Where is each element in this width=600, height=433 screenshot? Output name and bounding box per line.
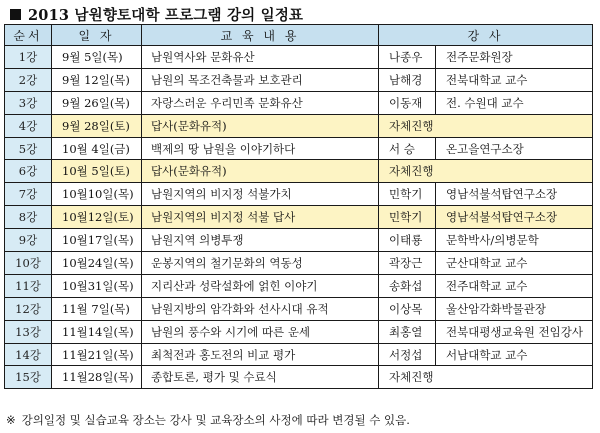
cell-date: 11월21일(목): [52, 343, 142, 366]
cell-topic: 남원지역의 비지정 석불가치: [142, 183, 379, 206]
cell-lecturer: 민학기: [379, 183, 436, 206]
cell-affiliation: 울산암각화박물관장: [436, 297, 593, 320]
cell-no: 6강: [5, 160, 52, 183]
cell-topic: 남원지역 의병투쟁: [142, 229, 379, 252]
cell-no: 13강: [5, 320, 52, 343]
cell-lecturer: 자체진행: [379, 366, 593, 389]
cell-topic: 백제의 땅 남원을 이야기하다: [142, 137, 379, 160]
title-row: [4, 4, 303, 24]
cell-date: 10월17일(목): [52, 229, 142, 252]
cell-topic: 남원지방의 암각화와 선사시대 유적: [142, 297, 379, 320]
cell-lecturer: 이태룡: [379, 229, 436, 252]
cell-date: 11월14일(목): [52, 320, 142, 343]
cell-date: 9월 26일(목): [52, 91, 142, 114]
table-row: [5, 137, 593, 160]
cell-affiliation: 군산대학교 교수: [436, 252, 593, 275]
table-row: [5, 320, 593, 343]
table-row: [5, 114, 593, 137]
header-date: 일 자: [52, 25, 142, 46]
cell-topic: 남원지역의 비지정 석불 답사: [142, 206, 379, 229]
footnote-text: 강의일정 및 실습교육 장소는 강사 및 교육장소의 사정에 따라 변경될 수 있음.: [21, 413, 410, 427]
cell-topic: 답사(문화유적): [142, 160, 379, 183]
table-row: [5, 206, 593, 229]
cell-date: 10월 4일(금): [52, 137, 142, 160]
cell-no: 12강: [5, 297, 52, 320]
cell-topic: 남원의 목조건축물과 보호관리: [142, 68, 379, 91]
cell-no: 14강: [5, 343, 52, 366]
cell-topic: 지리산과 성락설화에 얽힌 이야기: [142, 274, 379, 297]
footnote: [6, 412, 410, 428]
cell-no: 7강: [5, 183, 52, 206]
cell-topic: 자랑스러운 우리민족 문화유산: [142, 91, 379, 114]
cell-no: 8강: [5, 206, 52, 229]
cell-lecturer: 곽장근: [379, 252, 436, 275]
cell-topic: 최척전과 홍도전의 비교 평가: [142, 343, 379, 366]
cell-lecturer: 서 승: [379, 137, 436, 160]
cell-date: 10월10일(목): [52, 183, 142, 206]
cell-affiliation: 전주대학교 교수: [436, 274, 593, 297]
cell-lecturer: 나종우: [379, 46, 436, 69]
cell-no: 10강: [5, 252, 52, 275]
cell-no: 2강: [5, 68, 52, 91]
cell-topic: 종합토론, 평가 및 수료식: [142, 366, 379, 389]
cell-topic: 남원역사와 문화유산: [142, 46, 379, 69]
cell-affiliation: 전. 수원대 교수: [436, 91, 593, 114]
cell-date: 10월24일(목): [52, 252, 142, 275]
table-row: [5, 68, 593, 91]
cell-lecturer: 서정섭: [379, 343, 436, 366]
cell-date: 10월31일(목): [52, 274, 142, 297]
cell-no: 4강: [5, 114, 52, 137]
cell-affiliation: 전북대학교 교수: [436, 68, 593, 91]
cell-lecturer: 남해경: [379, 68, 436, 91]
cell-topic: 운봉지역의 철기문화의 역동성: [142, 252, 379, 275]
cell-no: 5강: [5, 137, 52, 160]
table-row: [5, 229, 593, 252]
table-row: [5, 343, 593, 366]
cell-date: 9월 5일(목): [52, 46, 142, 69]
reference-mark-icon: ※: [6, 413, 16, 427]
cell-lecturer: 민학기: [379, 206, 436, 229]
cell-no: 3강: [5, 91, 52, 114]
header-topic: 교 육 내 용: [142, 25, 379, 46]
cell-affiliation: 전주문화원장: [436, 46, 593, 69]
cell-lecturer: 최홍열: [379, 320, 436, 343]
cell-date: 9월 12일(목): [52, 68, 142, 91]
table-row: [5, 366, 593, 389]
cell-topic: 답사(문화유적): [142, 114, 379, 137]
header-no: 순서: [5, 25, 52, 46]
table-row: [5, 297, 593, 320]
cell-no: 15강: [5, 366, 52, 389]
cell-affiliation: 서남대학교 교수: [436, 343, 593, 366]
table-header-row: [5, 25, 593, 46]
cell-date: 10월12일(토): [52, 206, 142, 229]
cell-date: 11월28일(목): [52, 366, 142, 389]
schedule-table: [4, 24, 593, 389]
cell-affiliation: 문학박사/의병문학: [436, 229, 593, 252]
cell-affiliation: 영남석불석탑연구소장: [436, 183, 593, 206]
table-row: [5, 252, 593, 275]
table-row: [5, 274, 593, 297]
cell-affiliation: 온고을연구소장: [436, 137, 593, 160]
square-bullet-icon: [10, 9, 21, 20]
table-row: [5, 91, 593, 114]
page-title: 2013 남원향토대학 프로그램 강의 일정표: [28, 6, 304, 24]
cell-lecturer: 송화섭: [379, 274, 436, 297]
cell-lecturer: 자체진행: [379, 160, 593, 183]
cell-no: 1강: [5, 46, 52, 69]
cell-date: 11월 7일(목): [52, 297, 142, 320]
table-row: [5, 46, 593, 69]
header-lecturer: 강 사: [379, 25, 593, 46]
cell-date: 10월 5일(토): [52, 160, 142, 183]
table-row: [5, 160, 593, 183]
table-row: [5, 183, 593, 206]
cell-date: 9월 28일(토): [52, 114, 142, 137]
cell-lecturer: 자체진행: [379, 114, 593, 137]
cell-affiliation: 전북대평생교육원 전임강사: [436, 320, 593, 343]
cell-lecturer: 이상목: [379, 297, 436, 320]
cell-no: 11강: [5, 274, 52, 297]
cell-lecturer: 이동재: [379, 91, 436, 114]
cell-affiliation: 영남석불석탑연구소장: [436, 206, 593, 229]
cell-no: 9강: [5, 229, 52, 252]
cell-topic: 남원의 풍수와 시기에 따른 운세: [142, 320, 379, 343]
